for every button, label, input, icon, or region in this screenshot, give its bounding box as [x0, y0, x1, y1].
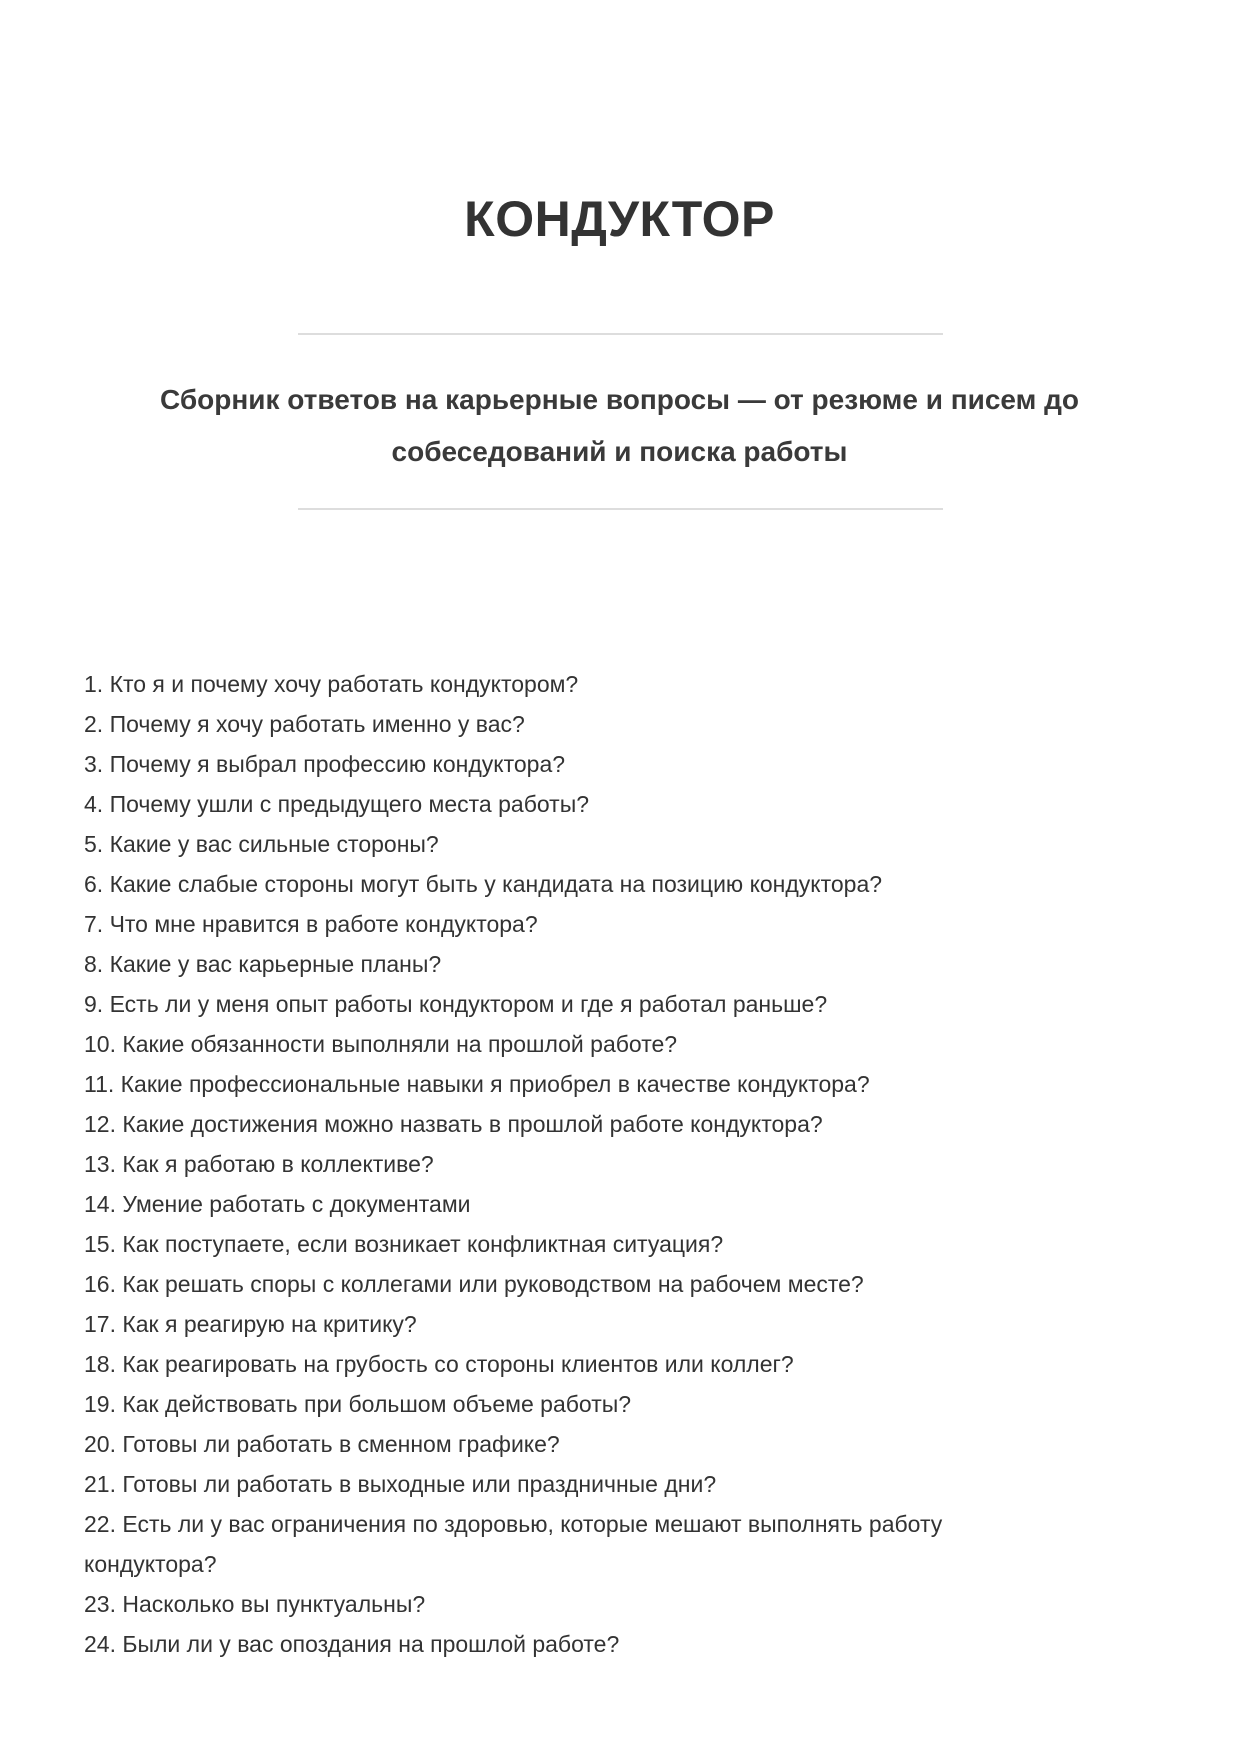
question-item: 13. Как я работаю в коллективе? [84, 1151, 434, 1177]
question-item: 17. Как я реагирую на критику? [84, 1311, 417, 1337]
question-item: 1. Кто я и почему хочу работать кондуктором? [84, 671, 579, 697]
question-item: 12. Какие достижения можно назвать в прошлой работе кондуктора? [84, 1111, 823, 1137]
question-item: 19. Как действовать при большом объеме работы? [84, 1391, 632, 1417]
question-item: 20. Готовы ли работать в сменном графике? [84, 1431, 560, 1457]
question-item: 18. Как реагировать на грубость со стороны клиентов или коллег? [84, 1351, 794, 1377]
question-item: 7. Что мне нравится в работе кондуктора? [84, 911, 538, 937]
divider-bottom [298, 508, 943, 510]
question-item: 15. Как поступаете, если возникает конфликтная ситуация? [84, 1231, 724, 1257]
page-title: КОНДУКТОР [464, 191, 775, 247]
question-item: 14. Умение работать с документами [84, 1191, 471, 1217]
question-item: 3. Почему я выбрал профессию кондуктора? [84, 751, 566, 777]
question-item: 24. Были ли у вас опоздания на прошлой работе? [84, 1631, 620, 1657]
question-item: 10. Какие обязанности выполняли на прошлой работе? [84, 1031, 678, 1057]
question-item: 22. Есть ли у вас ограничения по здоровью, которые мешают выполнять работу кондуктора? [84, 1511, 943, 1577]
divider-top [298, 333, 943, 335]
question-item: 11. Какие профессиональные навыки я приобрел в качестве кондуктора? [84, 1071, 870, 1097]
question-item: 21. Готовы ли работать в выходные или праздничные дни? [84, 1471, 717, 1497]
question-item: 5. Какие у вас сильные стороны? [84, 831, 439, 857]
question-item: 8. Какие у вас карьерные планы? [84, 951, 442, 977]
question-item: 16. Как решать споры с коллегами или руководством на рабочем месте? [84, 1271, 864, 1297]
subtitle: Сборник ответов на карьерные вопросы — от резюме и писем до собеседований и поиска работы [160, 384, 1079, 467]
question-item: 4. Почему ушли с предыдущего места работы? [84, 791, 590, 817]
question-item: 6. Какие слабые стороны могут быть у кандидата на позицию кондуктора? [84, 871, 883, 897]
question-list [84, 664, 1014, 1664]
question-item: 23. Насколько вы пунктуальны? [84, 1591, 426, 1617]
question-item: 2. Почему я хочу работать именно у вас? [84, 711, 525, 737]
question-item: 9. Есть ли у меня опыт работы кондуктором и где я работал раньше? [84, 991, 828, 1017]
